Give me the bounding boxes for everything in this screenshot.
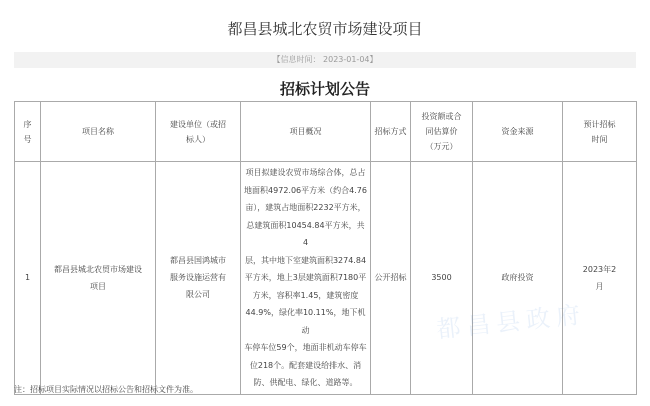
document-heading: 招标计划公告 [279, 80, 370, 98]
publish-info-bar: 【信息时间： 2023-01-04】 [14, 52, 636, 68]
header-planned-time: 预计招标 时间 [563, 102, 637, 162]
cell-funding: 政府投资 [473, 162, 563, 395]
header-seq: 序 号 [15, 102, 41, 162]
cell-project-name: 都昌县城北农贸市场建设 项目 [41, 162, 156, 395]
table-header-row [15, 102, 637, 162]
cell-method: 公开招标 [371, 162, 411, 395]
header-overview: 项目概况 [241, 102, 371, 162]
watermark: 都昌县政府 [435, 300, 588, 344]
header-funding: 资金来源 [473, 102, 563, 162]
table-row [15, 162, 637, 395]
header-investment: 投资额或合 同估算价 （万元） [411, 102, 473, 162]
cell-planned-time: 2023年2 月 [563, 162, 637, 395]
header-project-name: 项目名称 [41, 102, 156, 162]
footnote: 注：招标项目实际情况以招标公告和招标文件为准。 [14, 385, 198, 394]
cell-overview: 项目拟建设农贸市场综合体，总占 地面积4972.06平方米（约合4.76 亩），建筑占地面积2232平方米， 总建筑面积10454.84平方米，共4 层，其中地下室建筑面积3274.84 平方米，地上3层建筑面积7180平 方米，容积率1.45，建筑密度 44.9%，绿化率10.11%，地下机动 车停车位59个，地面非机动车停车 位218个。配套建设给排水、消 防、供配电、绿化、道路等。 [241, 162, 371, 395]
cell-builder: 都昌县国鸿城市 服务设施运营有 限公司 [156, 162, 241, 395]
cell-seq: 1 [15, 162, 41, 395]
cell-investment: 3500 [411, 162, 473, 395]
header-builder: 建设单位（或招 标人） [156, 102, 241, 162]
tender-plan-table [14, 101, 637, 395]
page-title: 都昌县城北农贸市场建设项目 [227, 20, 423, 38]
header-method: 招标方式 [371, 102, 411, 162]
